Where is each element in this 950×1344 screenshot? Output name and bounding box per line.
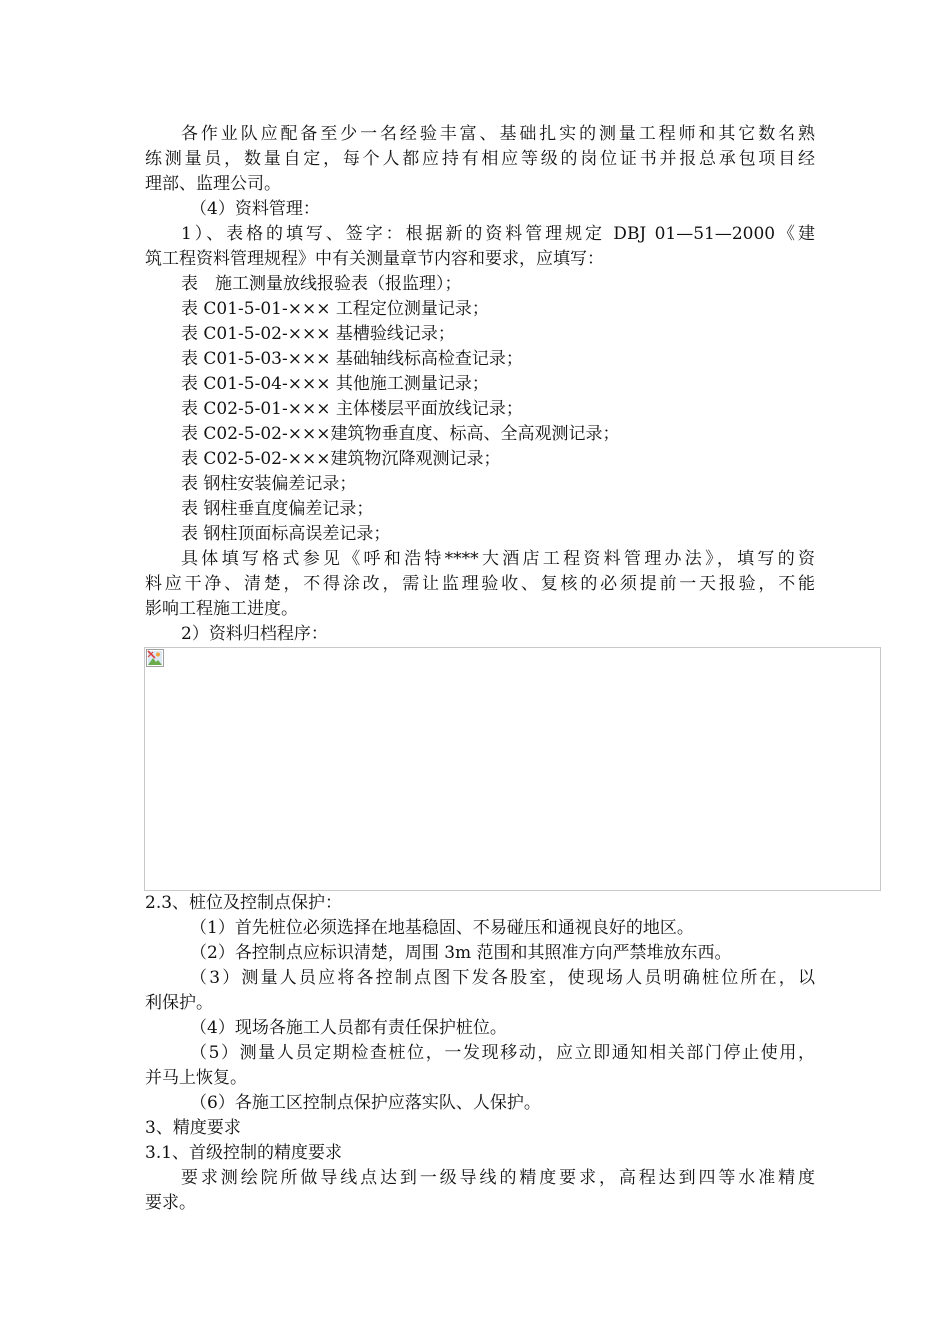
protection-item: （5）测量人员定期检查桩位，一发现移动，应立即通知相关部门停止使用， (190, 1043, 815, 1063)
form-item: 表 C01-5-01-××× 工程定位测量记录； (181, 299, 489, 319)
para-format-line-2: 料应干净、清楚，不得涂改，需让监理验收、复核的必须提前一天报验，不能 (145, 574, 815, 594)
heading-primary-control-precision: 3.1、首级控制的精度要求 (145, 1143, 343, 1163)
para-staffing-line-1: 各作业队应配备至少一名经验丰富、基础扎实的测量工程师和其它数名熟 (181, 124, 815, 144)
para-staffing-line-2: 练测量员，数量自定，每个人都应持有相应等级的岗位证书并报总承包项目经 (145, 149, 815, 169)
para-precision-line-1: 要求测绘院所做导线点达到一级导线的精度要求，高程达到四等水准精度 (181, 1168, 815, 1188)
form-item: 表 钢柱安装偏差记录； (181, 474, 357, 494)
form-item: 表 C02-5-02-×××建筑物垂直度、标高、全高观测记录； (181, 424, 620, 444)
form-item: 表 C01-5-02-××× 基槽验线记录； (181, 324, 455, 344)
form-item: 表 C01-5-04-××× 其他施工测量记录； (181, 374, 489, 394)
protection-item: （6）各施工区控制点保护应落实队、人保护。 (190, 1093, 541, 1113)
heading-stake-protection: 2.3、桩位及控制点保护： (145, 893, 343, 913)
protection-item-continued: 并马上恢复。 (145, 1068, 247, 1088)
para-precision-line-2: 要求。 (145, 1193, 196, 1213)
form-item: 表 钢柱垂直度偏差记录； (181, 499, 374, 519)
protection-item: （3）测量人员应将各控制点图下发各股室，使现场人员明确桩位所在，以 (190, 968, 815, 988)
form-item: 表 钢柱顶面标高误差记录； (181, 524, 391, 544)
embedded-image-placeholder (144, 647, 881, 891)
para-staffing-line-3: 理部、监理公司。 (145, 174, 281, 194)
document-page (145, 122, 815, 1216)
protection-item: （2）各控制点应标识清楚，周围 3m 范围和其照准方向严禁堆放东西。 (190, 943, 732, 963)
form-item: 表 C02-5-01-××× 主体楼层平面放线记录； (181, 399, 523, 419)
form-item: 表 施工测量放线报验表（报监理）； (181, 274, 462, 294)
heading-archive-procedure: 2）资料归档程序： (181, 624, 328, 644)
para-format-line-1: 具体填写格式参见《呼和浩特****大酒店工程资料管理办法》，填写的资 (181, 549, 815, 569)
heading-records-management: （4）资料管理： (190, 199, 320, 219)
protection-item-continued: 利保护。 (145, 993, 213, 1013)
protection-item: （4）现场各施工人员都有责任保护桩位。 (190, 1018, 507, 1038)
para-forms-line-2: 筑工程资料管理规程》中有关测量章节内容和要求，应填写： (145, 249, 604, 269)
para-format-line-3: 影响工程施工进度。 (145, 599, 298, 619)
protection-item: （1）首先桩位必须选择在地基稳固、不易碰压和通视良好的地区。 (190, 918, 694, 938)
para-forms-line-1: 1）、表格的填写、签字：根据新的资料管理规定 DBJ 01—51—2000《建 (181, 224, 815, 244)
broken-image-icon (146, 649, 164, 667)
form-item: 表 C01-5-03-××× 基础轴线标高检查记录； (181, 349, 523, 369)
heading-precision-requirements: 3、精度要求 (145, 1118, 241, 1138)
form-item: 表 C02-5-02-×××建筑物沉降观测记录； (181, 449, 501, 469)
